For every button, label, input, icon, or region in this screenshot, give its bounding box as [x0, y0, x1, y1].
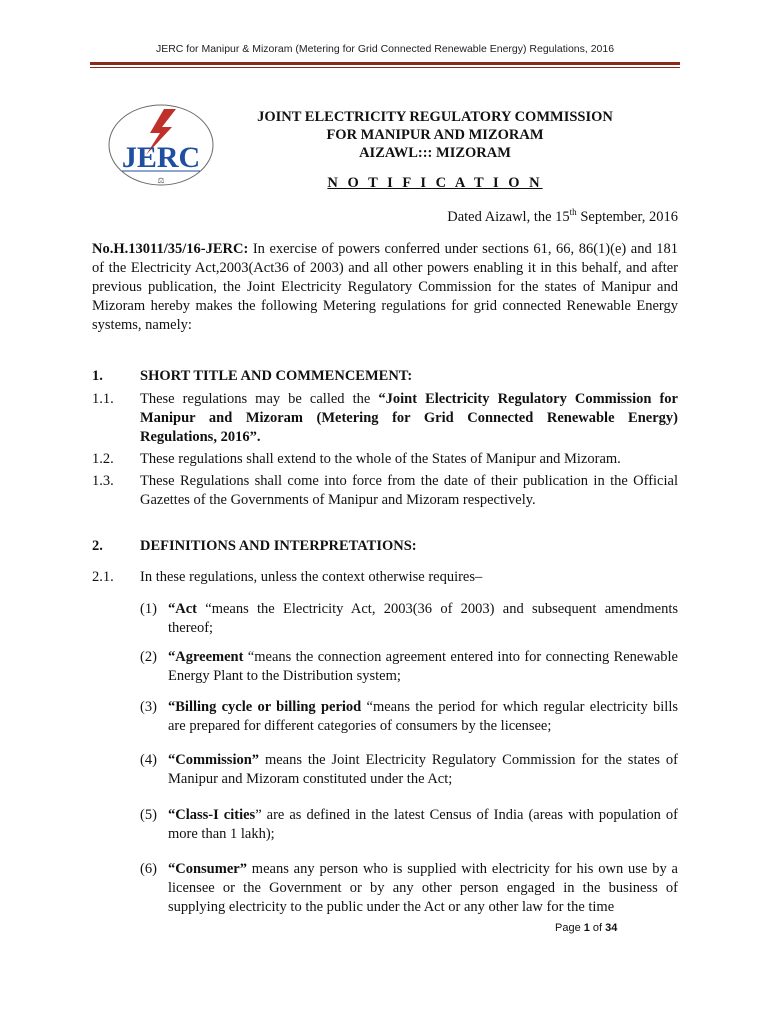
logo-text: JERC: [121, 141, 201, 174]
definition-act: (1) “Act “means the Electricity Act, 2003(36 of 2003) and subsequent amendments thereof;: [140, 601, 678, 636]
clause-1-3: 1.3. These Regulations shall come into force from the date of their publication in the Official Gazettes of the Governments of Manipur and Mizoram respectively.: [92, 473, 678, 508]
header-rule-thick: [90, 62, 680, 65]
dated-line: Dated Aizawl, the 15th September, 2016: [447, 207, 678, 225]
definition-agreement: (2) “Agreement “means the connection agreement entered into for connecting Renewable Energy Plant to the Distribution system;: [140, 649, 678, 684]
header-rule-thin: [90, 67, 680, 68]
org-heading: [140, 108, 730, 162]
page-number: Page 1 of 34: [555, 922, 618, 934]
svg-text:⚖: ⚖: [157, 176, 165, 185]
org-line-1: JOINT ELECTRICITY REGULATORY COMMISSION: [257, 109, 613, 125]
clause-2-1: 2.1. In these regulations, unless the context otherwise requires–: [92, 569, 483, 585]
org-line-2: FOR MANIPUR AND MIZORAM: [326, 127, 544, 143]
running-header: JERC for Manipur & Mizoram (Metering for Grid Connected Renewable Energy) Regulations, 2016: [155, 43, 615, 55]
org-line-3: AIZAWL::: MIZORAM: [359, 145, 511, 161]
definition-consumer: (6) “Consumer” means any person who is supplied with electricity for his own use by a licensee or the Government or by any other person engaged in the business of supplying electricity to the public under the Act or any other law for the time: [140, 861, 678, 915]
reference-number: No.H.13011/35/16-JERC:: [92, 241, 249, 257]
notification-title: N O T I F I C A T I O N: [327, 175, 543, 191]
clause-1-2: 1.2. These regulations shall extend to the whole of the States of Manipur and Mizoram.: [92, 451, 621, 467]
definition-billing-cycle: (3) “Billing cycle or billing period “means the period for which regular electricity bills are prepared for different categories of consumers by the licensee;: [140, 699, 678, 734]
definition-commission: (4) “Commission” means the Joint Electricity Regulatory Commission for the states of Manipur and Mizoram constituted under the Act;: [140, 752, 678, 787]
definition-class-i-cities: (5) “Class-I cities” are as defined in the latest Census of India (areas with population of more than 1 lakh);: [140, 807, 678, 842]
clause-1-1: 1.1. These regulations may be called the “Joint Electricity Regulatory Commission for Manipur and Mizoram (Metering for Grid Connected Renewable Energy) Regulations, 2016”.: [92, 391, 678, 445]
intro-paragraph: No.H.13011/35/16-JERC: In exercise of powers conferred under sections 61, 66, 86(1)(e) and 181 of the Electricity Act,2003(Act36 of 2003) and all other powers enabling it in this behalf, and after previous publication, the Joint Electricity Regulatory Commission for the states of Manipur and Mizoram hereby makes the following Metering regulations for grid connected Renewable Energy systems, namely:: [92, 241, 678, 333]
